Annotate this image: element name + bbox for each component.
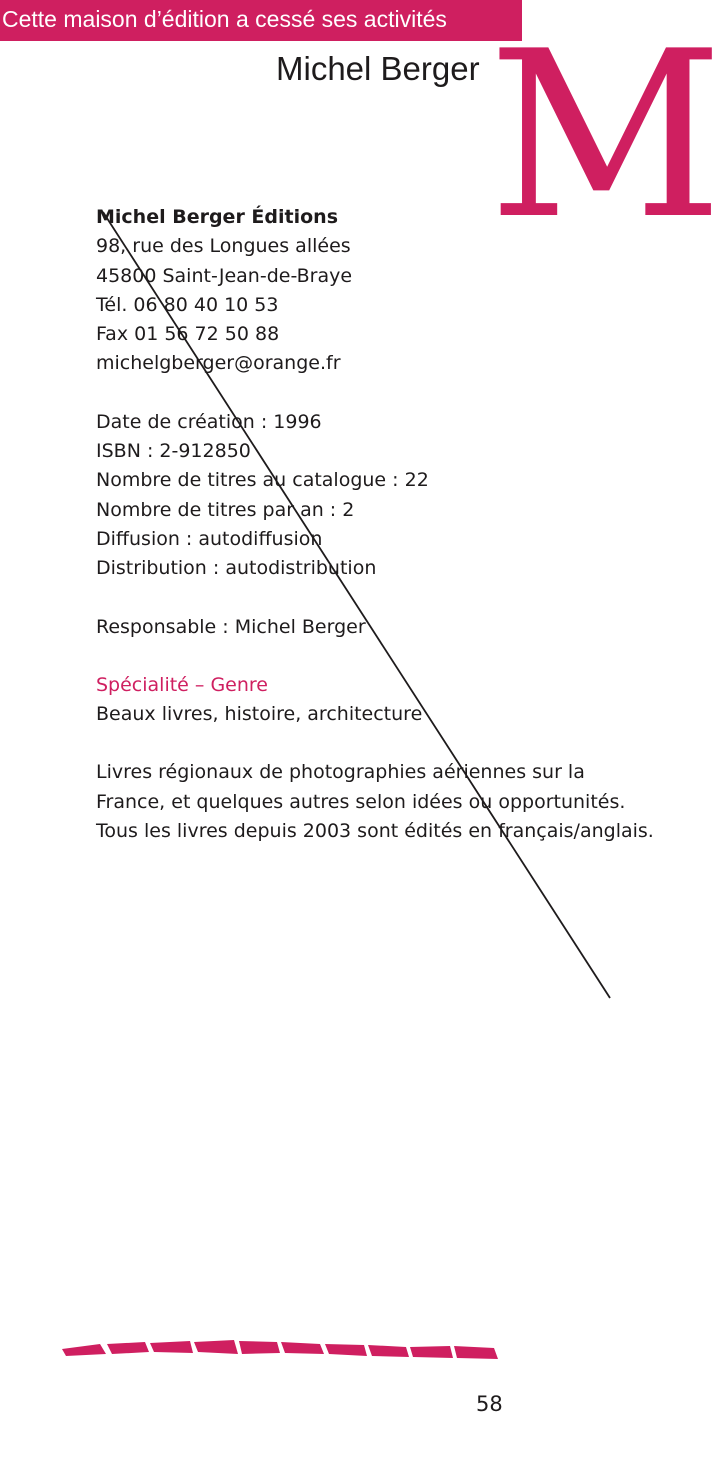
creation-date: Date de création : 1996	[96, 410, 322, 433]
decorative-ribbon	[62, 1337, 502, 1361]
city-line: 45800 Saint-Jean-de-Braye	[96, 264, 353, 287]
isbn-prefix: ISBN : 2-912850	[96, 440, 251, 463]
diffusion-line: Diffusion : autodiffusion	[96, 527, 323, 550]
genres-line: Beaux livres, histoire, architecture	[96, 703, 423, 726]
page-number: 58	[476, 1392, 503, 1416]
index-letter: M	[488, 3, 724, 270]
discontinued-banner: Cette maison d’édition a cessé ses activités	[0, 0, 522, 41]
distribution-line: Distribution : autodistribution	[96, 557, 377, 580]
fax-line: Fax 01 56 72 50 88	[96, 323, 280, 346]
company-name: Michel Berger Éditions	[96, 206, 339, 228]
description-paragraph: Livres régionaux de photographies aériennes sur la France, et quelques autres selon idées ou opportunités. Tous les livres depuis 2003 sont édités en français/anglais.	[96, 761, 654, 843]
phone-line: Tél. 06 80 40 10 53	[96, 293, 279, 316]
responsable-line: Responsable : Michel Berger	[96, 615, 366, 638]
publisher-name-heading: Michel Berger	[276, 50, 480, 87]
catalogue-count: Nombre de titres au catalogue : 22	[96, 469, 429, 492]
address-line: 98, rue des Longues allées	[96, 235, 351, 258]
titles-per-year: Nombre de titres par an : 2	[96, 498, 355, 521]
email-line[interactable]: michelgberger@orange.fr	[96, 352, 341, 375]
speciality-heading: Spécialité – Genre	[96, 673, 268, 696]
